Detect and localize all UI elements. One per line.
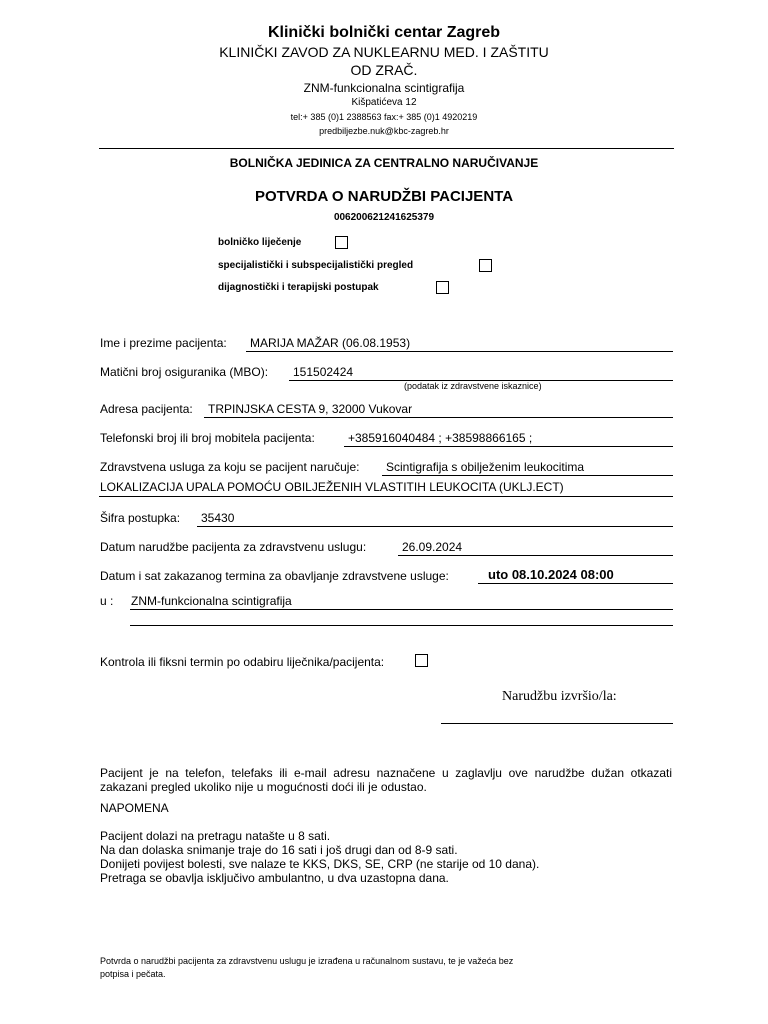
appointment-value: uto 08.10.2024 08:00 — [488, 567, 614, 582]
order-date-label: Datum narudžbe pacijenta za zdravstvenu uslugu: — [100, 540, 367, 554]
note-line-1: Pacijent dolazi na pretragu natašte u 8 sati. — [100, 829, 331, 843]
option-label-diagnostic-procedure: dijagnostički i terapijski postupak — [218, 282, 379, 293]
phone-fax: tel:+ 385 (0)1 2388563 fax:+ 385 (0)1 4920219 — [290, 112, 478, 122]
mbo-value: 151502424 — [293, 365, 354, 379]
checkbox-specialist-exam[interactable] — [479, 259, 492, 272]
phone-value: +385916040484 ; +38598866165 ; — [348, 431, 533, 445]
note-line-4: Pretraga se obavlja isključivo ambulantno, u dva uzastopna dana. — [100, 871, 449, 885]
address-value: TRPINJSKA CESTA 9, 32000 Vukovar — [208, 402, 413, 416]
address-line — [204, 417, 673, 418]
appointment-label: Datum i sat zakazanog termina za obavljanje zdravstvene usluge: — [100, 569, 449, 583]
order-date-value: 26.09.2024 — [402, 540, 463, 554]
service-value: Scintigrafija s obilježenim leukocitima — [386, 460, 585, 474]
service-label: Zdravstvena usluga za koju se pacijent naručuje: — [100, 460, 360, 474]
checkbox-control-appointment[interactable] — [415, 654, 428, 667]
location-label: u : — [100, 594, 114, 608]
mbo-note: (podatak iz zdravstvene iskaznice) — [404, 381, 542, 391]
procedure-code-label: Šifra postupka: — [100, 511, 181, 525]
location-value: ZNM-funkcionalna scintigrafija — [131, 594, 292, 608]
control-label: Kontrola ili fiksni termin po odabiru liječnika/pacijenta: — [100, 655, 385, 669]
header-divider — [99, 148, 674, 149]
footer-line-2: potpisa i pečata. — [100, 969, 166, 979]
option-label-hospital-treatment: bolničko liječenje — [218, 237, 302, 248]
note-line-3: Donijeti povijest bolesti, sve nalaze te KKS, DKS, SE, CRP (ne starije od 10 dana). — [100, 857, 540, 871]
phone-label: Telefonski broj ili broj mobitela pacijenta: — [100, 431, 315, 445]
procedure-code-line — [197, 526, 673, 527]
service-line — [382, 475, 673, 476]
checkbox-hospital-treatment[interactable] — [335, 236, 348, 249]
location-line-2 — [130, 625, 673, 626]
appointment-line — [478, 583, 673, 584]
patient-name-line — [246, 351, 673, 352]
procedure-code-value: 35430 — [201, 511, 235, 525]
service-detail: LOKALIZACIJA UPALA POMOĆU OBILJEŽENIH VLASTITIH LEUKOCITA (UKLJ.ECT) — [100, 480, 564, 494]
phone-line — [344, 446, 673, 447]
document-number: 006200621241625379 — [333, 212, 435, 223]
location-line — [130, 609, 673, 610]
hospital-name: Klinički bolnički centar Zagreb — [267, 24, 501, 41]
signature-line — [441, 723, 673, 724]
unit-title: BOLNIČKA JEDINICA ZA CENTRALNO NARUČIVANJE — [229, 156, 539, 170]
note-title: NAPOMENA — [100, 801, 169, 815]
signed-by-label: Narudžbu izvršio/la: — [502, 689, 617, 704]
address-label: Adresa pacijenta: — [100, 402, 193, 416]
note-line-2: Na dan dolaska snimanje traje do 16 sati i još drugi dan od 8-9 sati. — [100, 843, 458, 857]
department-line-2: OD ZRAČ. — [350, 62, 418, 78]
checkbox-diagnostic-procedure[interactable] — [436, 281, 449, 294]
service-detail-line — [99, 496, 673, 497]
email-address: predbiljezbe.nuk@kbc-zagreb.hr — [319, 126, 449, 136]
unit-name: ZNM-funkcionalna scintigrafija — [303, 81, 465, 95]
patient-name-label: Ime i prezime pacijenta: — [100, 336, 227, 350]
footer-line-1: Potvrda o narudžbi pacijenta za zdravstvenu uslugu je izrađena u računalnom sustavu, te je važeća bez — [100, 956, 514, 966]
option-label-specialist-exam: specijalistički i subspecijalistički pregled — [218, 260, 414, 271]
mbo-label: Matični broj osiguranika (MBO): — [100, 365, 269, 379]
department-line-1: KLINIČKI ZAVOD ZA NUKLEARNU MED. I ZAŠTITU — [219, 44, 549, 60]
order-date-line — [398, 555, 673, 556]
patient-name-value: MARIJA MAŽAR (06.08.1953) — [250, 336, 411, 350]
cancellation-notice: Pacijent je na telefon, telefaks ili e-mail adresu naznačene u zaglavlju ove narudžbe dužan otkazati zakazani pregled ukoliko nije u mogućnosti doći ili je odustao. — [100, 766, 672, 794]
document-title: POTVRDA O NARUDŽBI PACIJENTA — [254, 188, 514, 205]
street-address: Kišpatićeva 12 — [351, 97, 417, 108]
